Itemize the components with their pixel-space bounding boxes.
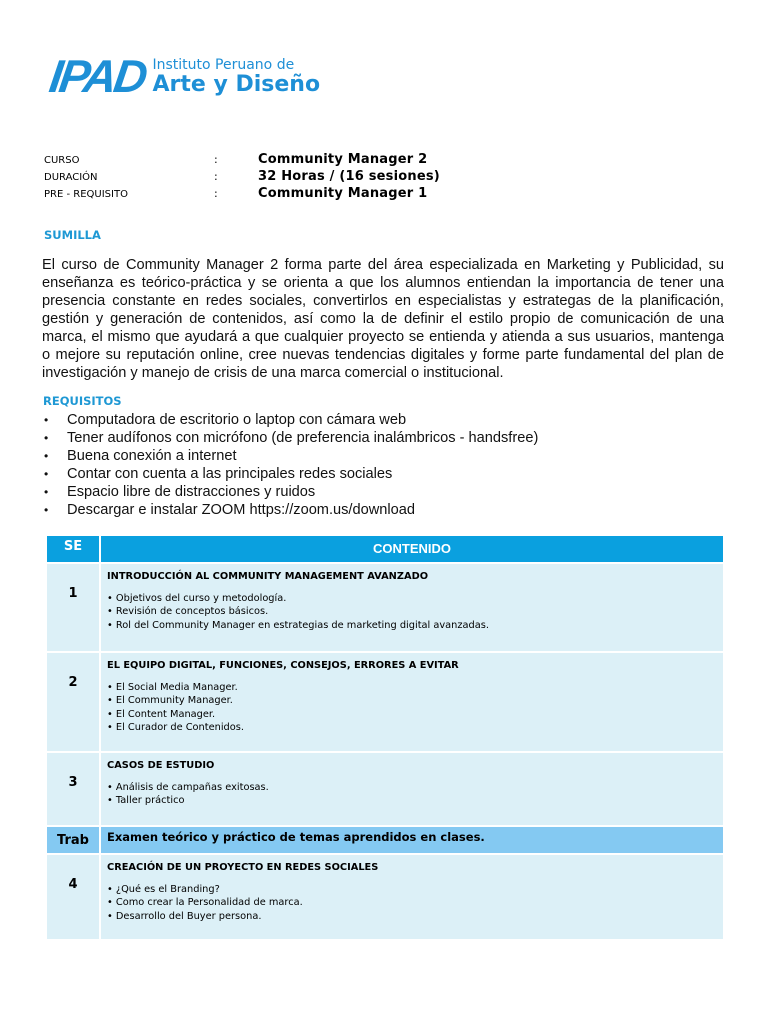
- topic-item: • Revisión de conceptos básicos.: [107, 606, 269, 618]
- logo-mark: IPAD: [46, 50, 149, 102]
- topic-item: • Como crear la Personalidad de marca.: [107, 897, 303, 909]
- list-item-text: Tener audífonos con micrófono (de preferencia inalámbricos - handsfree): [67, 430, 539, 446]
- topic-item: • El Community Manager.: [107, 695, 233, 707]
- requisitos-list: [44, 411, 538, 519]
- topic-item: • El Content Manager.: [107, 708, 216, 720]
- list-item-text: Computadora de escritorio o laptop con cámara web: [67, 412, 407, 428]
- table-header: [47, 536, 723, 564]
- topic-items: [107, 592, 723, 632]
- info-separator: :: [214, 153, 218, 166]
- info-value: 32 Horas / (16 sesiones): [258, 169, 440, 184]
- session-number: 1: [47, 564, 101, 651]
- header-contenido: CONTENIDO: [373, 541, 451, 556]
- bullet: •: [44, 485, 49, 499]
- info-value: Community Manager 1: [258, 186, 428, 201]
- topic-item: • Desarrollo del Buyer persona.: [107, 910, 262, 922]
- session-number: 4: [47, 855, 101, 939]
- list-item-text: Espacio libre de distracciones y ruidos: [67, 484, 316, 500]
- topic-title: CREACIÓN DE UN PROYECTO EN REDES SOCIALES: [107, 862, 379, 873]
- list-item-text: Buena conexión a internet: [67, 448, 237, 464]
- list-item: [44, 483, 538, 501]
- bullet: •: [44, 467, 49, 481]
- session-content: [101, 855, 723, 939]
- logo-text: [153, 58, 321, 96]
- list-item-text: Descargar e instalar ZOOM https://zoom.us/download: [67, 502, 415, 518]
- topic-item: • El Curador de Contenidos.: [107, 722, 244, 734]
- session-content: [101, 753, 723, 825]
- topic-title: INTRODUCCIÓN AL COMMUNITY MANAGEMENT AVANZADO: [107, 571, 429, 582]
- list-item: [44, 501, 538, 519]
- list-item: [44, 429, 538, 447]
- topic-item: • Análisis de campañas exitosas.: [107, 782, 269, 793]
- topic-item: • ¿Qué es el Branding?: [107, 884, 220, 895]
- topic-item: • El Social Media Manager.: [107, 682, 238, 693]
- topic-item: • Rol del Community Manager en estrategias de marketing digital avanzadas.: [107, 619, 489, 631]
- exam-label: Trab: [47, 827, 101, 853]
- session-content: [101, 653, 723, 751]
- bullet: •: [44, 431, 49, 445]
- info-row-duracion: [44, 169, 440, 186]
- exam-text: Examen teórico y práctico de temas aprendidos en clases.: [107, 830, 485, 844]
- topic-title: EL EQUIPO DIGITAL, FUNCIONES, CONSEJOS, ERRORES A EVITAR: [107, 660, 459, 671]
- list-item: [44, 465, 538, 483]
- exam-row: [47, 827, 723, 855]
- list-item: [44, 447, 538, 465]
- topic-item: • Taller práctico: [107, 795, 185, 807]
- info-label: PRE - REQUISITO: [44, 189, 128, 200]
- requisitos-heading: REQUISITOS: [43, 394, 122, 408]
- info-row-prerequisito: [44, 186, 440, 203]
- info-separator: :: [214, 170, 218, 183]
- bullet: •: [44, 449, 49, 463]
- table-row: [47, 564, 723, 653]
- topic-items: [107, 681, 723, 735]
- info-value: Community Manager 2: [258, 152, 428, 167]
- table-row: [47, 753, 723, 827]
- info-separator: :: [214, 187, 218, 200]
- topic-items: [107, 781, 723, 808]
- course-info: [44, 152, 440, 203]
- header-se: SE: [47, 536, 101, 562]
- topic-item: • Objetivos del curso y metodología.: [107, 593, 287, 604]
- list-item: [44, 411, 538, 429]
- session-number: 2: [47, 653, 101, 751]
- logo-line2: Arte y Diseño: [152, 72, 321, 97]
- sumilla-text: El curso de Community Manager 2 forma parte del área especializada en Marketing y Publicidad, su enseñanza es teórico-práctica y se orienta a que los alumnos entiendan la importancia de tener una presencia constante en redes sociales, convertirlos en especialistas y estrategas de la planificación, gestión y generación de contenidos, así como la de definir el estilo propio de comunicación de una marca, el mismo que ayudará a que cualquier proyecto se entienda y atienda a sus usuarios, mantenga o mejore su reputación online, cree nuevas tendencias digitales y forme parte fundamental del plan de investigación y manejo de crisis de una marca comercial o institucional.: [42, 257, 724, 381]
- info-label: CURSO: [44, 155, 80, 166]
- info-label: DURACIÓN: [44, 172, 98, 183]
- sumilla-heading: SUMILLA: [44, 228, 101, 242]
- ipad-logo: [46, 50, 321, 102]
- info-row-curso: [44, 152, 440, 169]
- logo-line1: Instituto Peruano de: [152, 57, 295, 73]
- session-content: [101, 564, 723, 651]
- content-table: [47, 536, 723, 941]
- list-item-text: Contar con cuenta a las principales redes sociales: [67, 466, 393, 482]
- table-row: [47, 653, 723, 753]
- session-number: 3: [47, 753, 101, 825]
- bullet: •: [44, 503, 49, 517]
- topic-items: [107, 883, 723, 923]
- bullet: •: [44, 413, 49, 427]
- topic-title: CASOS DE ESTUDIO: [107, 760, 215, 771]
- table-row: [47, 855, 723, 941]
